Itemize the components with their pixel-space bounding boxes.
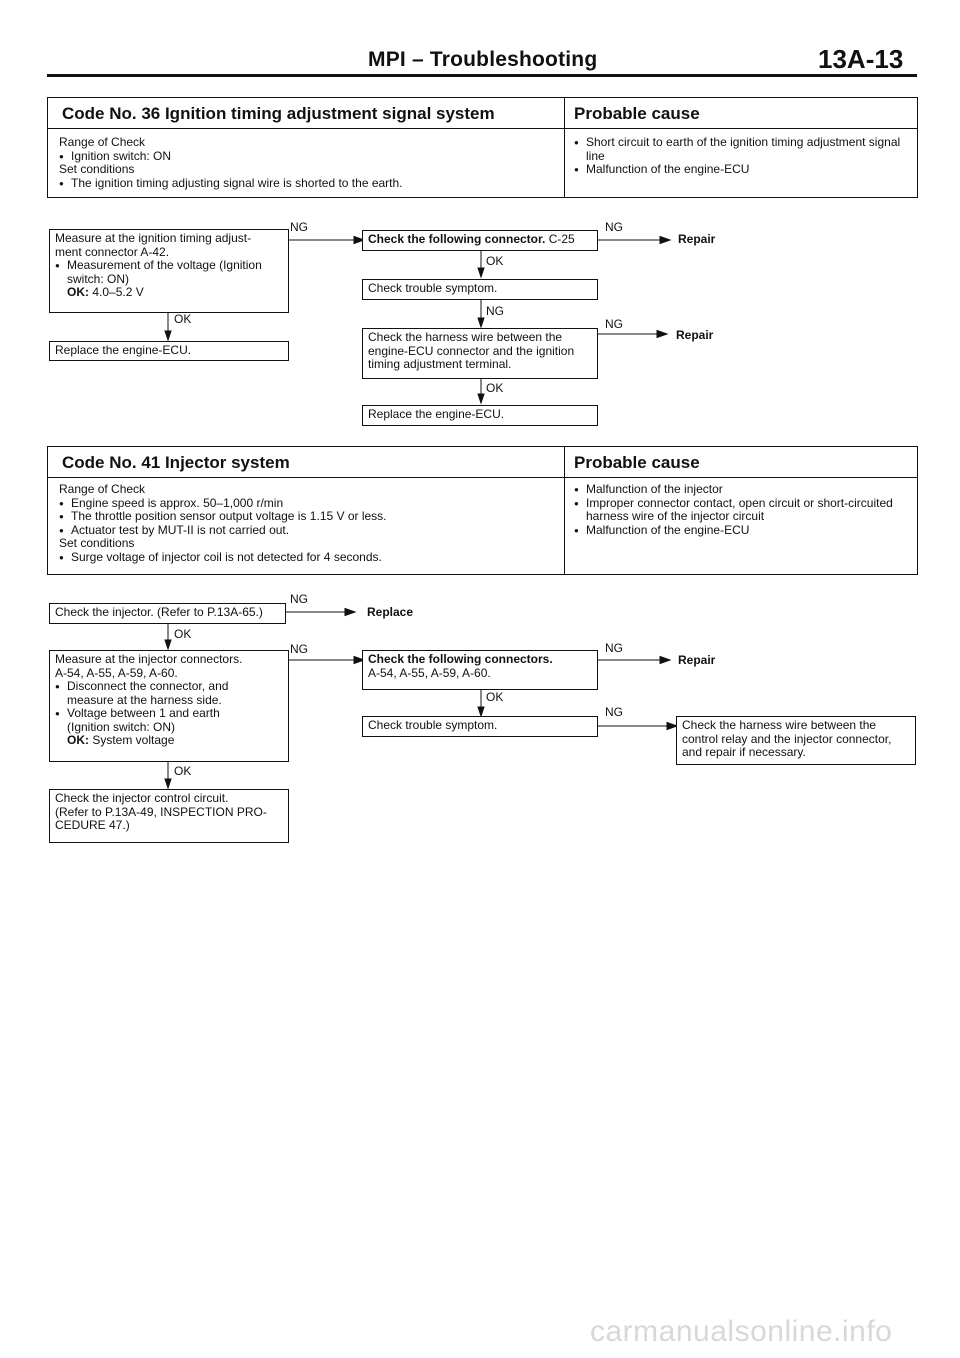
ok-label: OK	[486, 381, 504, 395]
step-text: timing adjustment terminal.	[368, 357, 512, 371]
check-control-circuit-box	[49, 789, 289, 843]
cause-item: ● Malfunction of the engine-ECU	[574, 163, 909, 177]
step-text: Check the harness wire between the	[368, 330, 563, 344]
cause-item: ● Malfunction of the injector	[574, 483, 909, 497]
step-text: measure at the harness side.	[67, 692, 222, 707]
step-text: Check the injector. (Refer to P.13A-65.)	[55, 605, 263, 619]
measure-injector-box	[49, 650, 289, 762]
range-item: ● Engine speed is approx. 50–1,000 r/min	[59, 497, 554, 511]
check-injector-box	[49, 603, 286, 624]
ok-label: OK	[174, 312, 192, 326]
check-trouble-box	[362, 716, 598, 737]
replace-label: Replace	[367, 605, 414, 619]
code-41-title: Code No. 41 Injector system	[62, 453, 290, 472]
ng-label: NG	[290, 220, 308, 234]
step-text: CEDURE 47.)	[55, 818, 130, 832]
ng-label: NG	[605, 641, 623, 655]
step-text: ment connector A-42.	[55, 244, 170, 259]
step-text: Check the following connectors.	[368, 652, 553, 666]
repair-label: Repair	[676, 328, 714, 342]
step-text: Check trouble symptom.	[368, 281, 498, 295]
ok-label: OK	[486, 690, 504, 704]
page-title: MPI – Troubleshooting	[368, 48, 598, 71]
ng-label: NG	[290, 592, 308, 606]
step-text: Check the following connector. C-25	[368, 232, 575, 246]
set-conditions-label: Set conditions	[59, 162, 135, 176]
page-number: 13A-13	[818, 44, 904, 74]
step-text: Measure at the ignition timing adjust-	[55, 231, 252, 245]
step-text: A-54, A-55, A-59, A-60.	[368, 665, 491, 680]
set-conditions-label: Set conditions	[59, 536, 135, 550]
range-item: ● The throttle position sensor output voltage is 1.15 V or less.	[59, 510, 554, 524]
step-text: Replace the engine-ECU.	[55, 343, 192, 357]
step-ok-criteria: OK: System voltage	[67, 733, 175, 747]
range-label: Range of Check	[59, 135, 146, 149]
repair-label: Repair	[678, 653, 716, 667]
set-condition-item: ● Surge voltage of injector coil is not detected for 4 seconds.	[59, 551, 554, 565]
cause-item: ● Improper connector contact, open circuit or short-circuited harness wire of the injector circuit	[574, 497, 909, 524]
ng-label: NG	[605, 317, 623, 331]
step-text: Replace the engine-ECU.	[368, 407, 505, 421]
set-condition-item: ● The ignition timing adjusting signal wire is shorted to the earth.	[59, 177, 554, 191]
step-text: and repair if necessary.	[682, 745, 806, 759]
step-text: ● Measurement of the voltage (Ignition	[55, 259, 283, 273]
code-41-cause-title: Probable cause	[574, 453, 700, 472]
step-text: ● Disconnect the connector, and	[55, 680, 283, 694]
step-text: A-54, A-55, A-59, A-60.	[55, 665, 178, 680]
step-text: (Refer to P.13A-49, INSPECTION PRO-	[55, 804, 267, 819]
step-ok-criteria: OK: 4.0–5.2 V	[67, 285, 144, 299]
cause-item: ● Malfunction of the engine-ECU	[574, 524, 909, 538]
step-text: Check trouble symptom.	[368, 718, 498, 732]
cause-item: ● Short circuit to earth of the ignition timing adjustment signal line	[574, 136, 909, 163]
check-connectors-box	[362, 650, 598, 690]
step-text: control relay and the injector connector,	[682, 731, 892, 746]
step-text: (Ignition switch: ON)	[67, 719, 176, 734]
range-item: ● Ignition switch: ON	[59, 150, 554, 164]
step-text: Check the harness wire between the	[682, 718, 877, 732]
footer-watermark: carmanualsonline.info	[590, 1315, 893, 1348]
ng-label: NG	[605, 705, 623, 719]
repair-label: Repair	[678, 232, 716, 246]
check-harness-box	[676, 716, 916, 765]
range-item: ● Actuator test by MUT-II is not carried out.	[59, 524, 554, 538]
ok-label: OK	[486, 254, 504, 268]
ng-label: NG	[290, 642, 308, 656]
ng-label: NG	[486, 304, 504, 318]
ok-label: OK	[174, 627, 192, 641]
step-text: switch: ON)	[67, 271, 130, 286]
step-text: Check the injector control circuit.	[55, 791, 229, 805]
step-text: Measure at the injector connectors.	[55, 652, 243, 666]
step-text: ● Voltage between 1 and earth	[55, 707, 283, 721]
ok-label: OK	[174, 764, 192, 778]
code-36-cause-title: Probable cause	[574, 104, 700, 123]
range-label: Range of Check	[59, 482, 146, 496]
step-text: engine-ECU connector and the ignition	[368, 343, 575, 358]
code-36-title: Code No. 36 Ignition timing adjustment signal system	[62, 104, 495, 123]
ng-label: NG	[605, 220, 623, 234]
